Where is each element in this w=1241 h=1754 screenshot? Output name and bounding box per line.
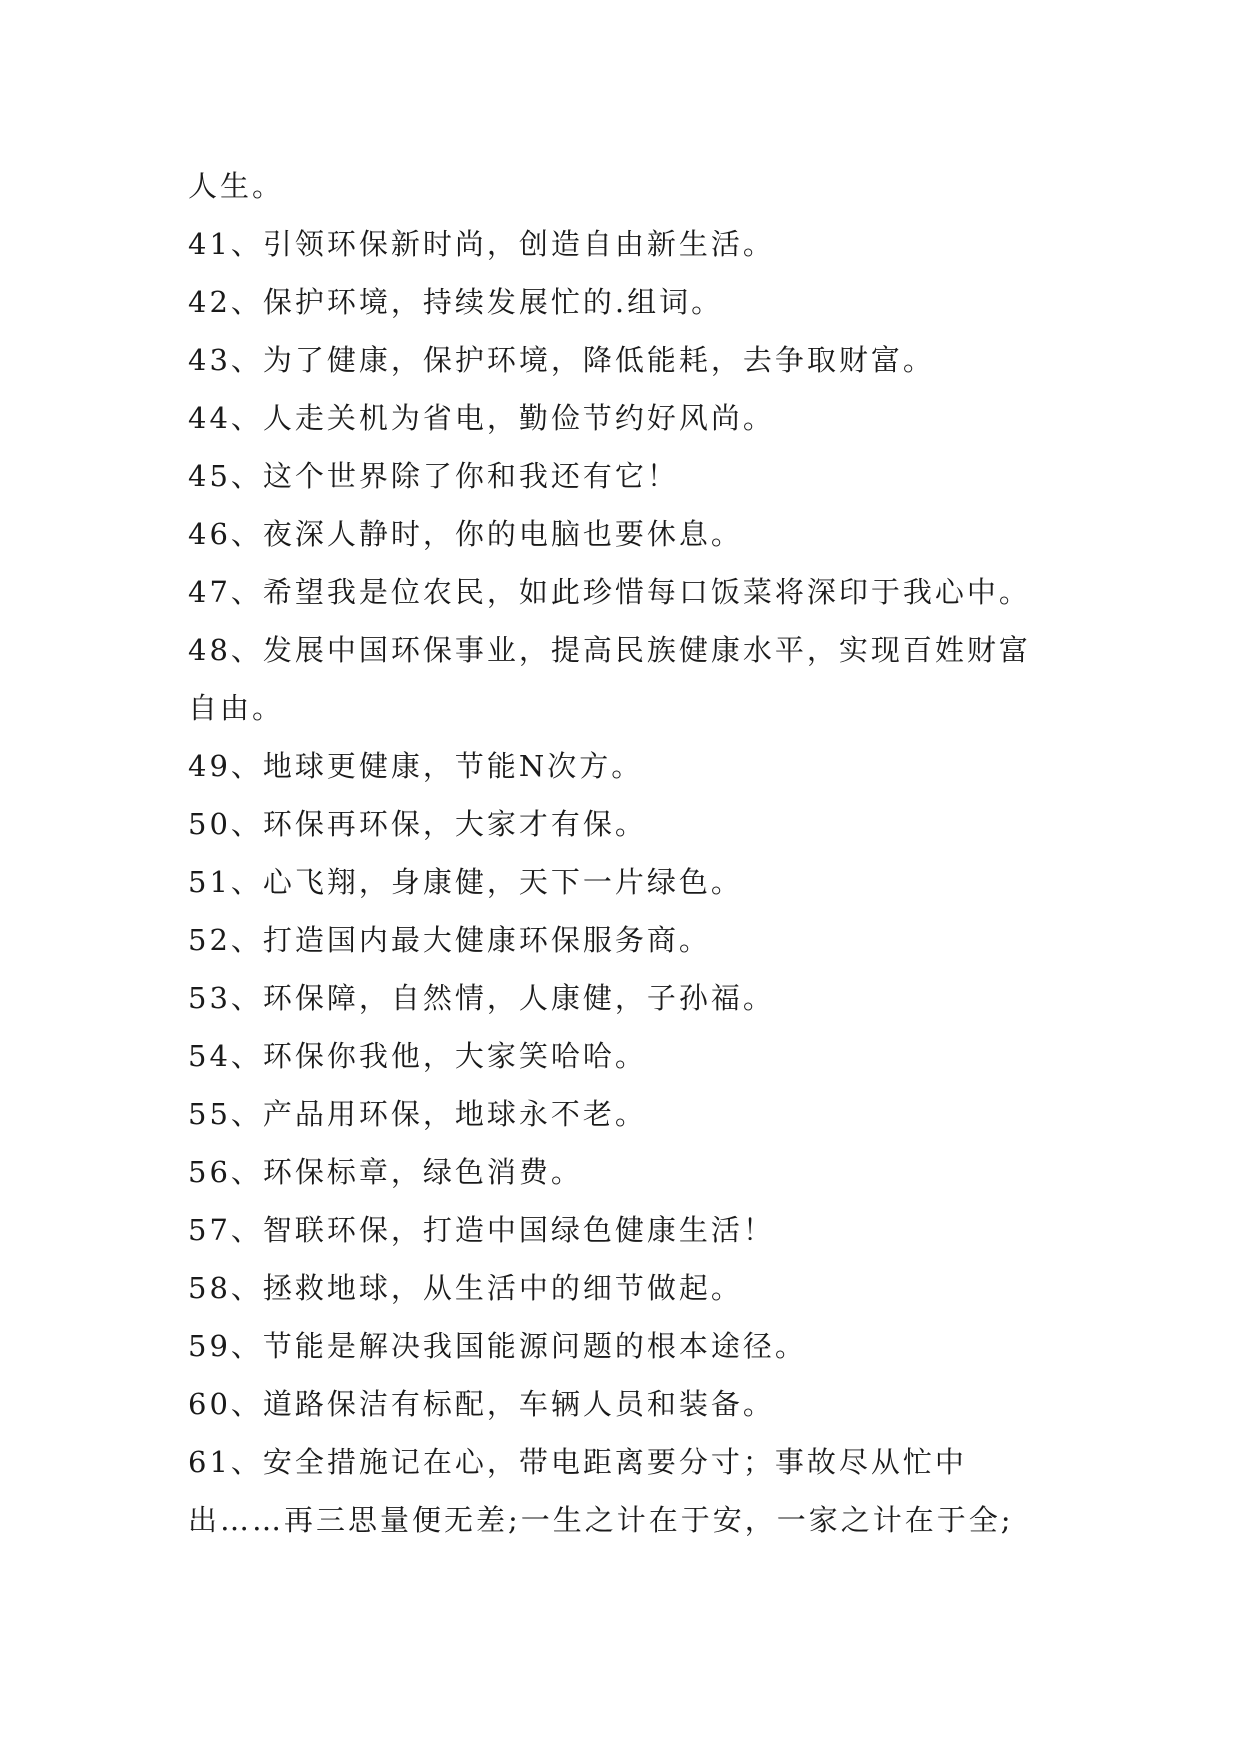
text-line: 43、为了健康，保护环境，降低能耗，去争取财富。	[188, 343, 935, 377]
text-line: 45、这个世界除了你和我还有它！	[188, 459, 679, 493]
text-line: 53、环保障，自然情，人康健，子孙福。	[188, 981, 775, 1015]
text-line: 49、地球更健康，节能N次方。	[188, 749, 644, 783]
document-body	[188, 157, 1088, 1549]
text-line: 58、拯救地球，从生活中的细节做起。	[188, 1271, 743, 1305]
text-line: 61、安全措施记在心，带电距离要分寸；事故尽从忙中	[188, 1445, 967, 1479]
text-line: 56、环保标章，绿色消费。	[188, 1155, 583, 1189]
text-line: 54、环保你我他，大家笑哈哈。	[188, 1039, 647, 1073]
text-line: 55、产品用环保，地球永不老。	[188, 1097, 647, 1131]
text-line: 51、心飞翔，身康健，天下一片绿色。	[188, 865, 743, 899]
text-line: 50、环保再环保，大家才有保。	[188, 807, 647, 841]
text-line: 42、保护环境，持续发展忙的.组词。	[188, 285, 724, 319]
text-line: 60、道路保洁有标配，车辆人员和装备。	[188, 1387, 775, 1421]
text-line: 59、节能是解决我国能源问题的根本途径。	[188, 1329, 807, 1363]
text-line: 自由。	[188, 691, 285, 725]
text-line: 52、打造国内最大健康环保服务商。	[188, 923, 711, 957]
text-line: 41、引领环保新时尚，创造自由新生活。	[188, 227, 775, 261]
text-line: 57、智联环保，打造中国绿色健康生活！	[188, 1213, 775, 1247]
text-line: 44、人走关机为省电，勤俭节约好风尚。	[188, 401, 775, 435]
text-line: 47、希望我是位农民，如此珍惜每口饭菜将深印于我心中。	[188, 575, 1031, 609]
text-line: 48、发展中国环保事业，提高民族健康水平，实现百姓财富	[188, 633, 1031, 667]
text-line: 出……再三思量便无差;一生之计在于安，一家之计在于全;	[188, 1503, 1014, 1537]
text-line: 46、夜深人静时，你的电脑也要休息。	[188, 517, 743, 551]
text-line: 人生。	[188, 169, 285, 203]
